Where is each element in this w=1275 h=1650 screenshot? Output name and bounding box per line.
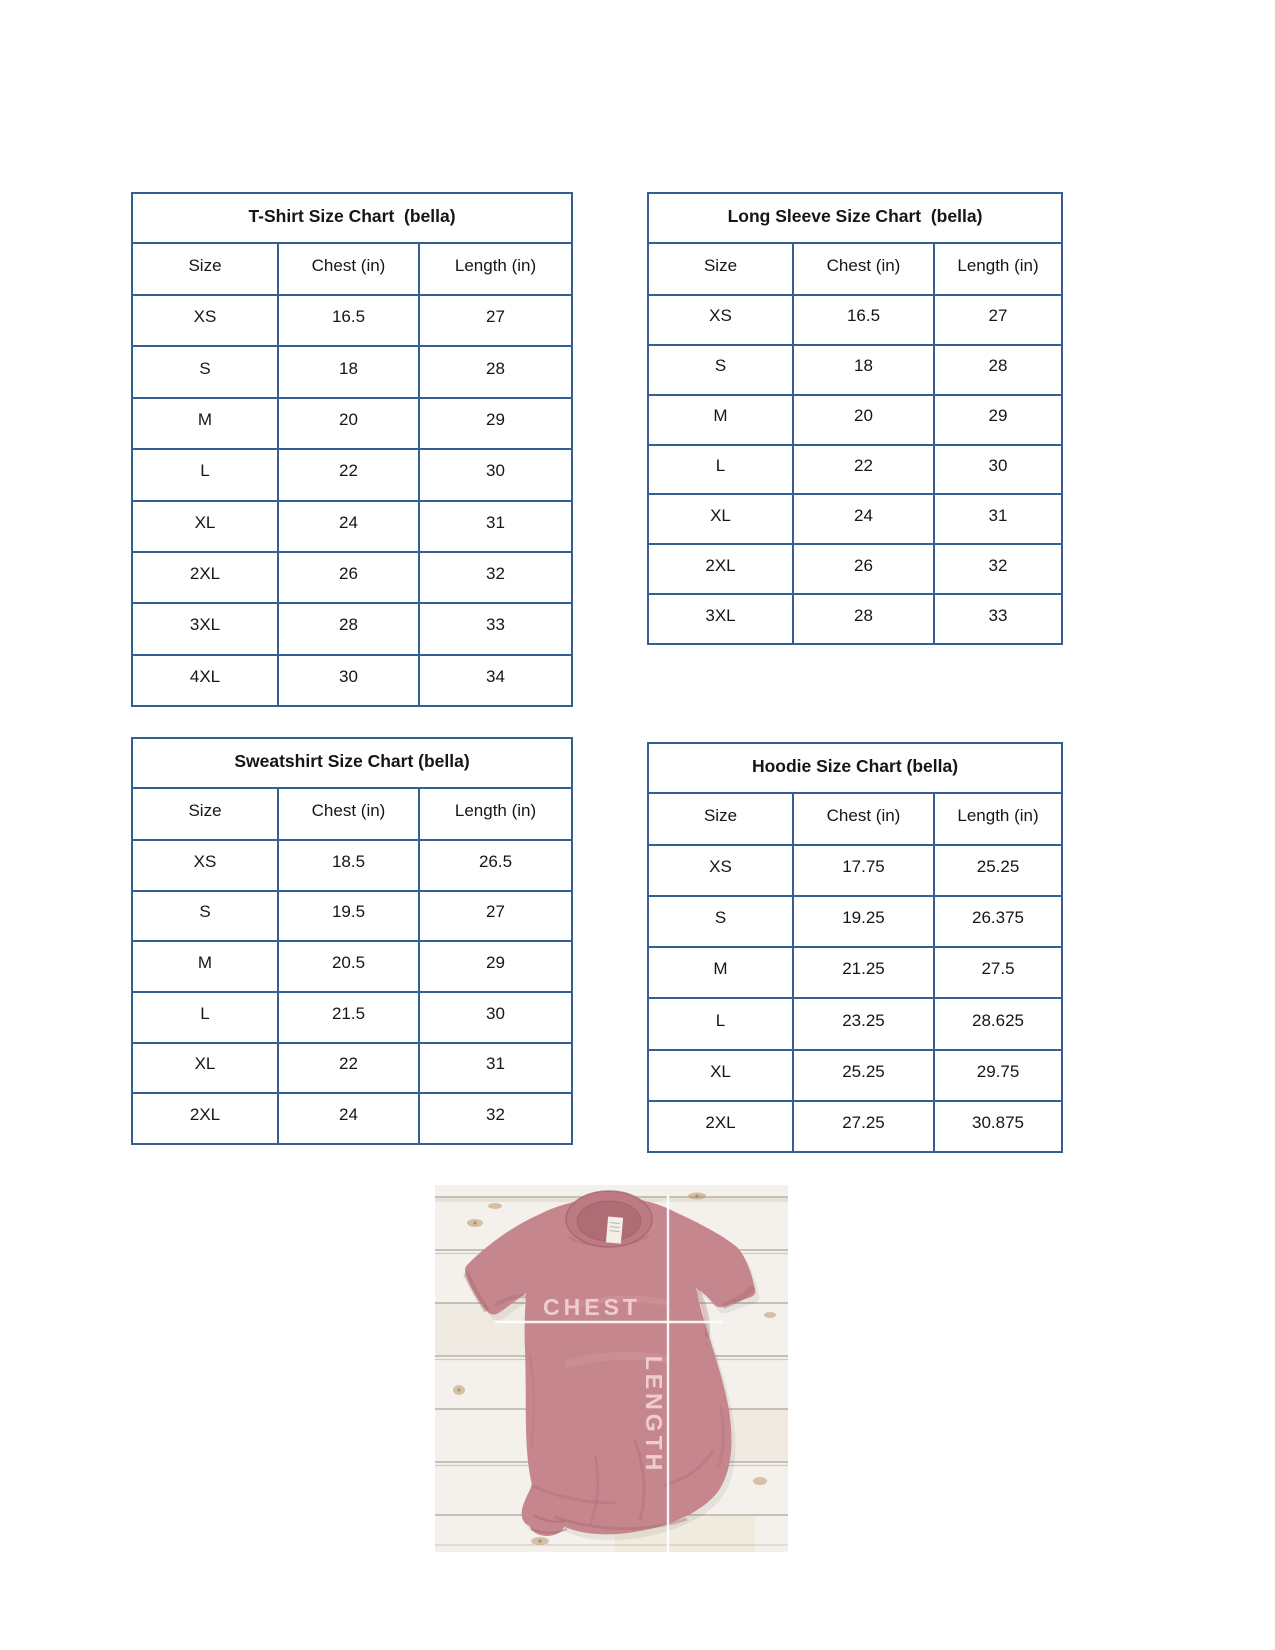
table-cell: 21.25 — [793, 947, 934, 998]
table-cell: 22 — [278, 1043, 419, 1094]
table-cell: 19.25 — [793, 896, 934, 947]
table-cell: 4XL — [132, 655, 278, 706]
table-cell: 2XL — [132, 1093, 278, 1144]
table-cell: 27 — [934, 295, 1062, 345]
table-cell: 33 — [934, 594, 1062, 644]
table-cell: 3XL — [132, 603, 278, 654]
table-cell: 23.25 — [793, 998, 934, 1049]
table-cell: 24 — [278, 1093, 419, 1144]
table-cell: 27 — [419, 891, 572, 942]
table-header-row — [132, 243, 572, 295]
table-row — [648, 998, 1062, 1049]
table-header-row — [132, 788, 572, 840]
table-cell: 31 — [419, 501, 572, 552]
table-row — [132, 941, 572, 992]
table-header-row — [648, 793, 1062, 845]
size-chart-table-long-sleeve — [647, 192, 1063, 645]
table-row — [648, 395, 1062, 445]
column-header-size: Size — [648, 243, 793, 295]
table-cell: 22 — [278, 449, 419, 500]
table-cell: 27.25 — [793, 1101, 934, 1152]
table-row — [648, 494, 1062, 544]
column-header-length: Length (in) — [419, 243, 572, 295]
table-row — [132, 603, 572, 654]
table-row — [132, 840, 572, 891]
table-cell: 25.25 — [934, 845, 1062, 896]
table-cell: 20 — [278, 398, 419, 449]
table-cell: S — [132, 346, 278, 397]
table-row — [648, 345, 1062, 395]
table-title-row — [648, 193, 1062, 243]
table-cell: 29.75 — [934, 1050, 1062, 1101]
column-header-length: Length (in) — [934, 793, 1062, 845]
table-cell: 31 — [934, 494, 1062, 544]
table-cell: S — [648, 345, 793, 395]
column-header-chest: Chest (in) — [278, 788, 419, 840]
table-cell: 28 — [419, 346, 572, 397]
table-cell: 30 — [419, 992, 572, 1043]
table-cell: M — [648, 395, 793, 445]
table-cell: 28 — [278, 603, 419, 654]
table-cell: 29 — [419, 398, 572, 449]
table-row — [132, 1043, 572, 1094]
table-cell: 32 — [419, 1093, 572, 1144]
table-row — [648, 1050, 1062, 1101]
size-guide-photo — [435, 1185, 788, 1552]
table-cell: 27 — [419, 295, 572, 346]
table-cell: 18 — [793, 345, 934, 395]
tshirt-measure-illustration — [435, 1185, 788, 1552]
table-cell: XL — [132, 501, 278, 552]
column-header-length: Length (in) — [934, 243, 1062, 295]
table-title: T-Shirt Size Chart (bella) — [132, 193, 572, 243]
table-title-row — [132, 193, 572, 243]
table-title-row — [132, 738, 572, 788]
table-cell: 24 — [793, 494, 934, 544]
table-cell: 16.5 — [793, 295, 934, 345]
table-row — [648, 445, 1062, 495]
table-cell: XL — [132, 1043, 278, 1094]
table-cell: XS — [648, 845, 793, 896]
table-row — [132, 552, 572, 603]
table-cell: S — [132, 891, 278, 942]
table-cell: 25.25 — [793, 1050, 934, 1101]
table-cell: 19.5 — [278, 891, 419, 942]
table-row — [648, 295, 1062, 345]
table-cell: 18 — [278, 346, 419, 397]
table-cell: XL — [648, 1050, 793, 1101]
table-row — [132, 655, 572, 706]
table-cell: M — [648, 947, 793, 998]
table-cell: XS — [648, 295, 793, 345]
table-cell: M — [132, 941, 278, 992]
table-cell: 22 — [793, 445, 934, 495]
table-cell: 30 — [278, 655, 419, 706]
column-header-chest: Chest (in) — [793, 793, 934, 845]
table-cell: 29 — [934, 395, 1062, 445]
table-cell: 17.75 — [793, 845, 934, 896]
table-cell: 33 — [419, 603, 572, 654]
table-title-row — [648, 743, 1062, 793]
table-cell: XL — [648, 494, 793, 544]
table-cell: XS — [132, 840, 278, 891]
table-cell: 30.875 — [934, 1101, 1062, 1152]
column-header-chest: Chest (in) — [278, 243, 419, 295]
table-header-row — [648, 243, 1062, 295]
column-header-chest: Chest (in) — [793, 243, 934, 295]
table-cell: XS — [132, 295, 278, 346]
table-cell: 34 — [419, 655, 572, 706]
table-row — [132, 992, 572, 1043]
table-cell: L — [132, 992, 278, 1043]
table-cell: M — [132, 398, 278, 449]
table-cell: 31 — [419, 1043, 572, 1094]
table-cell: 26.5 — [419, 840, 572, 891]
table-cell: 26 — [793, 544, 934, 594]
table-row — [132, 501, 572, 552]
size-chart-table-hoodie — [647, 742, 1063, 1153]
table-cell: S — [648, 896, 793, 947]
column-header-length: Length (in) — [419, 788, 572, 840]
table-row — [648, 845, 1062, 896]
table-cell: 32 — [419, 552, 572, 603]
table-title: Sweatshirt Size Chart (bella) — [132, 738, 572, 788]
table-cell: 29 — [419, 941, 572, 992]
table-cell: 18.5 — [278, 840, 419, 891]
table-cell: 2XL — [132, 552, 278, 603]
table-title: Hoodie Size Chart (bella) — [648, 743, 1062, 793]
chest-label: CHEST — [543, 1294, 641, 1320]
table-cell: L — [648, 445, 793, 495]
table-cell: 20 — [793, 395, 934, 445]
table-row — [132, 398, 572, 449]
table-cell: 28.625 — [934, 998, 1062, 1049]
table-title: Long Sleeve Size Chart (bella) — [648, 193, 1062, 243]
table-cell: 26 — [278, 552, 419, 603]
table-cell: 30 — [419, 449, 572, 500]
table-cell: 2XL — [648, 544, 793, 594]
table-row — [648, 544, 1062, 594]
table-cell: L — [132, 449, 278, 500]
table-row — [132, 1093, 572, 1144]
table-row — [648, 896, 1062, 947]
table-cell: 32 — [934, 544, 1062, 594]
table-row — [648, 594, 1062, 644]
column-header-size: Size — [132, 243, 278, 295]
table-cell: 21.5 — [278, 992, 419, 1043]
table-cell: 26.375 — [934, 896, 1062, 947]
table-row — [132, 295, 572, 346]
table-row — [132, 346, 572, 397]
table-cell: 30 — [934, 445, 1062, 495]
table-cell: 24 — [278, 501, 419, 552]
column-header-size: Size — [132, 788, 278, 840]
table-cell: 2XL — [648, 1101, 793, 1152]
table-cell: L — [648, 998, 793, 1049]
neck-label — [606, 1216, 623, 1243]
column-header-size: Size — [648, 793, 793, 845]
table-cell: 27.5 — [934, 947, 1062, 998]
table-cell: 3XL — [648, 594, 793, 644]
table-row — [132, 891, 572, 942]
length-label: LENGTH — [641, 1355, 667, 1475]
table-row — [648, 947, 1062, 998]
table-cell: 16.5 — [278, 295, 419, 346]
table-cell: 28 — [793, 594, 934, 644]
size-chart-table-tshirt — [131, 192, 573, 707]
table-cell: 20.5 — [278, 941, 419, 992]
table-cell: 28 — [934, 345, 1062, 395]
table-row — [648, 1101, 1062, 1152]
size-chart-table-sweatshirt — [131, 737, 573, 1145]
table-row — [132, 449, 572, 500]
